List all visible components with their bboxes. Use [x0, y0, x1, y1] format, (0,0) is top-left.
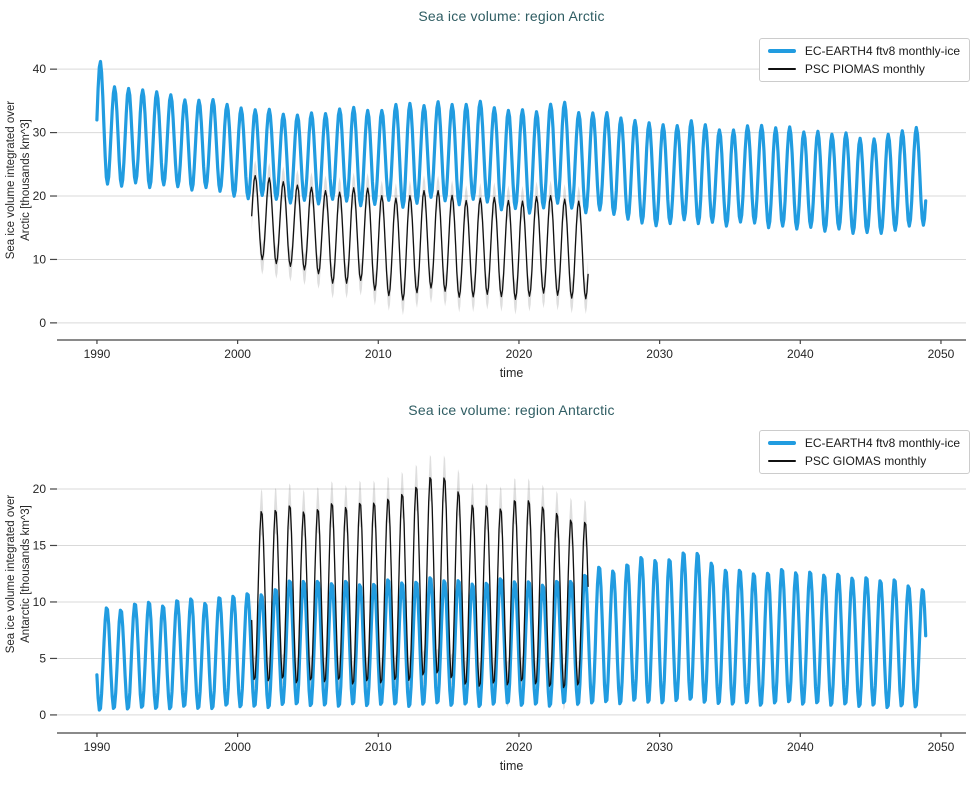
black-line-icon: [768, 68, 796, 70]
x-tick-label: 2050: [927, 347, 955, 361]
blue-line-icon: [768, 49, 796, 53]
x-tick-label: 2040: [786, 347, 814, 361]
x-tick-label: 2010: [364, 347, 392, 361]
x-tick-label: 2030: [646, 347, 673, 361]
x-tick-label: 2000: [224, 740, 251, 754]
x-tick-label: 2000: [224, 347, 251, 361]
legend-item-model: [768, 44, 960, 58]
y-tick-label: 30: [32, 125, 46, 140]
x-tick-label: 2050: [927, 740, 955, 754]
chart-antarctic-legend: [759, 430, 970, 474]
y-tick-label: 40: [32, 62, 46, 77]
y-tick-label: 15: [32, 538, 46, 553]
y-tick-label: 0: [39, 707, 46, 722]
y-tick-label: 20: [32, 482, 46, 496]
chart-antarctic-y-axis-label: Sea ice volume integrated over Antarctic [thousands km^3]: [5, 494, 32, 654]
y-tick-label: 0: [39, 315, 46, 330]
legend-label: EC-EARTH4 ftv8 monthly-ice: [804, 44, 960, 58]
black-line-icon: [768, 460, 796, 462]
legend-item-obs: [768, 454, 960, 468]
legend-label: EC-EARTH4 ftv8 monthly-ice: [804, 436, 960, 450]
series-line-ec-earth4-ftv8-monthly-ice: [97, 62, 926, 234]
legend-item-obs: [768, 62, 960, 76]
x-tick-label: 1990: [83, 740, 111, 754]
chart-arctic-legend: [759, 38, 970, 82]
x-tick-label: 1990: [83, 347, 111, 361]
x-tick-label: 2010: [364, 740, 392, 754]
blue-line-icon: [768, 441, 796, 445]
legend-label: PSC PIOMAS monthly: [804, 62, 925, 76]
x-axis-label: time: [499, 759, 524, 773]
x-tick-label: 2020: [505, 347, 533, 361]
gridlines: [57, 69, 966, 323]
y-tick-label: 10: [32, 252, 46, 267]
chart-arctic-title: Sea ice volume: region Arctic: [418, 8, 605, 24]
legend-item-model: [768, 436, 960, 450]
chart-antarctic: [0, 394, 978, 788]
chart-arctic-y-axis-label: Sea ice volume integrated over Arctic [thousands km^3]: [5, 100, 32, 260]
chart-antarctic-title: Sea ice volume: region Antarctic: [408, 402, 615, 418]
legend-label: PSC GIOMAS monthly: [804, 454, 927, 468]
y-tick-label: 20: [32, 189, 46, 204]
y-tick-label: 5: [39, 651, 46, 666]
x-axis-label: time: [499, 366, 524, 380]
y-tick-label: 10: [32, 594, 46, 609]
x-tick-label: 2040: [786, 740, 814, 754]
x-tick-label: 2020: [505, 740, 533, 754]
x-tick-label: 2030: [646, 740, 673, 754]
